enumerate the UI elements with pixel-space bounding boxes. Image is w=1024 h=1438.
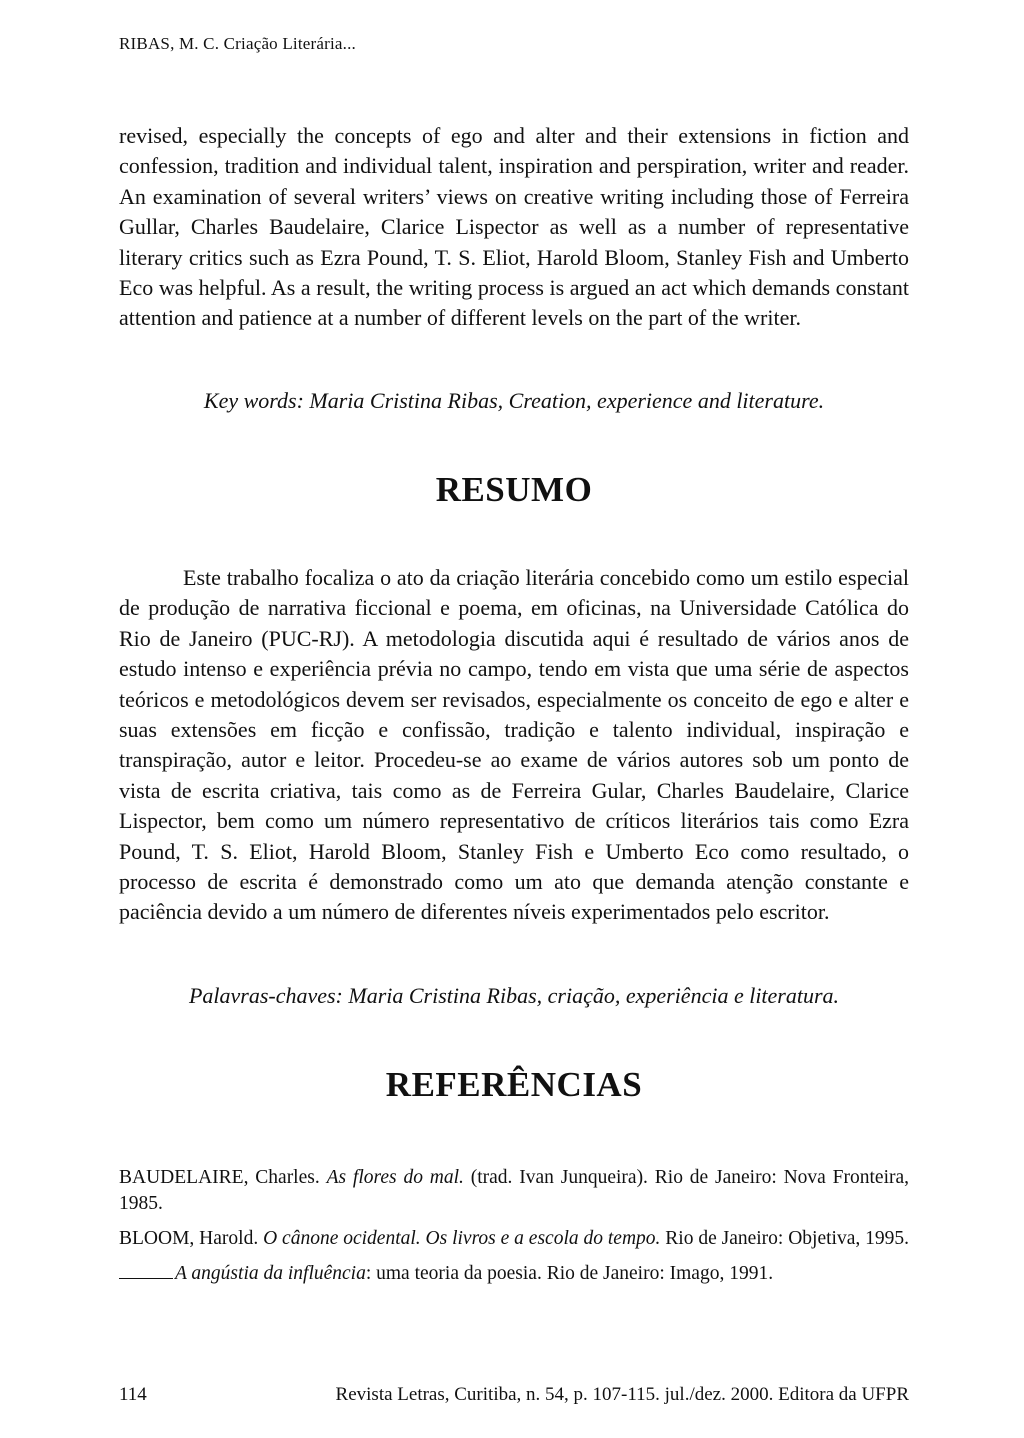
reference-title: O cânone ocidental. Os livros e a escola do tempo. <box>263 1228 661 1249</box>
page-number: 114 <box>119 1384 147 1405</box>
reference-details: Rio de Janeiro: Objetiva, 1995. <box>665 1228 909 1249</box>
reference-author: BLOOM, Harold. <box>119 1228 259 1249</box>
reference-item <box>119 1226 909 1252</box>
reference-title: As flores do mal. <box>326 1167 464 1188</box>
reference-details: (trad. Ivan Junqueira). Rio de Janeiro: Nova Fronteira, 1985. <box>119 1167 910 1214</box>
references-heading: REFERÊNCIAS <box>385 1065 643 1104</box>
reference-title: A angústia da influência <box>175 1263 366 1284</box>
resumo-heading: RESUMO <box>435 470 593 509</box>
reference-item <box>119 1261 909 1287</box>
reference-item <box>119 1165 909 1217</box>
reference-list <box>119 1165 909 1296</box>
resumo-text: Este trabalho focaliza o ato da criação literária concebido como um estilo especial de produção de narrativa ficcional e poema, em oficinas, na Universidade Católica do Rio de Janeiro (PUC-RJ). A metodologia discutida aqui é resultado de vários anos de estudo intenso e experiência prévia no campo, tendo em vista que uma série de aspectos teóricos e metodológicos devem ser revisados, especialmente os conceito de ego e alter e suas extensões em ficção e confissão, tradição e talento individual, inspiração e transpiração, autor e leitor. Procedeu-se ao exame de vários autores sob um ponto de vista de escrita criativa, tais como as de Ferreira Gular, Charles Baudelaire, Clarice Lispector, bem como um número representativo de críticos literários tais como Ezra Pound, T. S. Eliot, Harold Bloom, Stanley Fish e Umberto Eco como resultado, o processo de escrita é demonstrado como um ato que demanda atenção constante e paciência devido a um número de diferentes níveis experimentados pelo escritor. <box>119 565 909 925</box>
journal-citation: Revista Letras, Curitiba, n. 54, p. 107-115. jul./dez. 2000. Editora da UFPR <box>335 1384 909 1405</box>
keywords-english: Key words: Maria Cristina Ribas, Creation, experience and literature. <box>203 388 825 413</box>
repeated-author-dash <box>119 1277 173 1279</box>
keywords-portuguese: Palavras-chaves: Maria Cristina Ribas, criação, experiência e literatura. <box>188 983 840 1008</box>
reference-details: : uma teoria da poesia. Rio de Janeiro: Imago, 1991. <box>365 1263 774 1284</box>
abstract-english-text: revised, especially the concepts of ego and alter and their extensions in fiction and confession, tradition and individual talent, inspiration and perspiration, writer and reader. An examination of several writers’ views on creative writing including those of Ferreira Gullar, Charles Baudelaire, Clarice Lispector as well as a number of representative literary critics such as Ezra Pound, T. S. Eliot, Harold Bloom, Stanley Fish and Umberto Eco was helpful. As a result, the writing process is argued an act which demands constant attention and patience at a number of different levels on the part of the writer. <box>119 123 909 331</box>
running-head: RIBAS, M. C. Criação Literária... <box>119 34 356 53</box>
journal-page <box>119 0 909 1438</box>
reference-author: BAUDELAIRE, Charles. <box>119 1167 320 1188</box>
